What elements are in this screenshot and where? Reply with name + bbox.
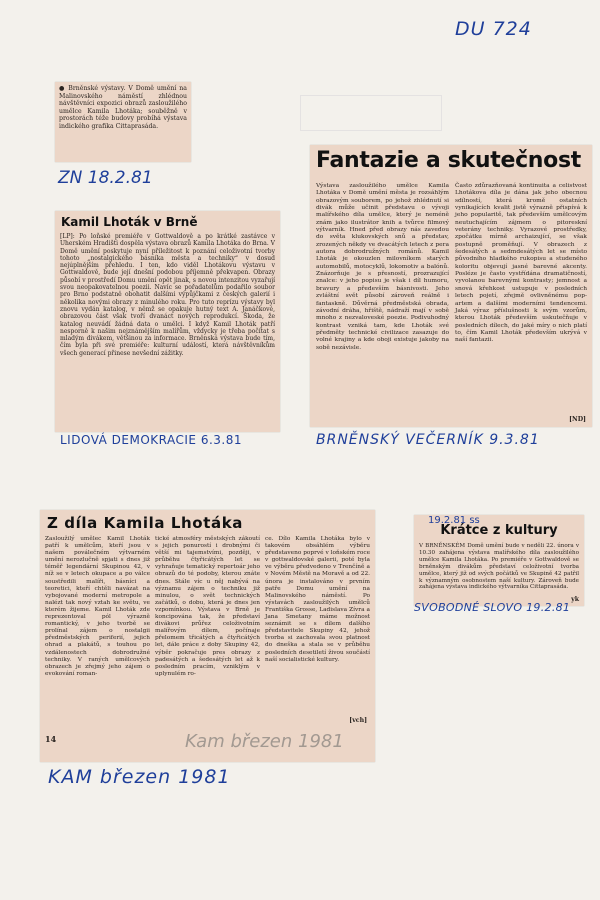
clipping-column-2: Často zdůrazňovaná kontinuita a celistvost Lhotákova díla je dána jak jeho obecnou sdílností, která kromě ostatních vynikajících kvalit jistě výrazně přispívá k jeho popularitě, tak především umělcovým neutuchajícím zájmem o pitoreskní veterány techniky. Vyrazové prostředky, zpočátku mírně archaizující, se však postupně proměňují. V obrazech z šedesátých a sedmdesátých let se místo původního hladkého rukopisu a studeného koloritu objevují jasné barevné akcenty. Posléze je často vystřídána dramatičností, vyvolanou barevnými kontrasty; jemnost a snová křehkost ustupuje v posledních letech pojetí, zřejmě ovlivněnému pop-artem a dalšími moderními tendencemi. Jaká výraz příslušnosti k svým vzorům, kterou Lhoták především uskutečňuje v posledních dílech, do jaké míry o nich platí to, čím Kamil Lhoták především ukrývá v naší fantazii. bbox=[455, 183, 587, 344]
pencil-note: Kam březen 1981 bbox=[185, 731, 344, 752]
clipping-brnenske-vystavy bbox=[55, 82, 191, 162]
clipping-text: ● Brněnské výstavy. V Domě umění na Malinovského náměstí zhlédnou návštěvníci expozici obrazů zasloužilého umělce Kamila Lhotáka; souběžně v prostorách téže budovy probíhá výstava indického grafika Cittaprasáda. bbox=[59, 85, 187, 130]
page-number: 14 bbox=[45, 734, 57, 745]
clipping-column-2: tické atmosféry městských zákoutí s jejich ponurostí i drobnými či větší mi tajemstvími, později, v průběhu čtyřicátých let se vyhraňuje tematický repertoár jeho obrazů do té podoby, kterou znáte dnes. Stále víc u něj nabývá na významu zájem o techniku již minulou, o svět technických začátků, o dobu, která je dnes jen vzpomínkou. Výstava v Brně je koncipována tak, že představí divákovi průřez celoživotním malířovým dílem, počínaje přelomem třicátých a čtyřicátých let, dále práce z doby Skupiny 42, výběr pokračuje pres obrazy z padesátých a šedesátých let až k posledním pracím, vzniklým v uplynulém ro- bbox=[155, 536, 260, 677]
clipping-title: Fantazie a skutečnost bbox=[316, 148, 581, 173]
clipping-column-1: Zasloužilý umělec Kamil Lhoták patří k umělcům, kteří jsou v našem poválečném výtvarném umění nerozlučně spjati s dnes již téměř legendární Skupinou 42, v níž se v letech okupace a po válce soustředili malíři, básníci a teoretici, kteří chtěli navázat na vybojované moderní metropole a nalézt tak nový vztah ke světu, ve kterém žijeme. Kamil Lhoták zde reprezentoval pól výrazně romantický, v jeho tvorbě se prolínal zájem o nostalgii předměstských periferií, jejich ohrad a plakátů, s touhou po vzdálenostech dobrodružné techniky. V raných umělcových obrazech je zřejmý jeho zájem o evokování roman- bbox=[45, 536, 150, 677]
clipping-initials: yk bbox=[571, 596, 579, 604]
clipping-title: Z díla Kamila Lhotáka bbox=[47, 514, 243, 532]
clipping-date-note: 19.2.81 ss bbox=[428, 515, 480, 526]
source-note-zn: ZN 18.2.81 bbox=[58, 168, 153, 188]
clipping-kamil-lhotak-v-brne bbox=[55, 211, 280, 432]
archive-number: DU 724 bbox=[455, 18, 532, 40]
source-note-kam: KAM březen 1981 bbox=[48, 766, 231, 788]
clipping-fantazie-a-skutecnost bbox=[310, 145, 592, 427]
source-note-svobodne-slovo: SVOBODNÉ SLOVO 19.2.81 bbox=[414, 601, 571, 614]
clipping-kratce-z-kultury bbox=[414, 515, 584, 606]
clipping-initials: [ND] bbox=[569, 416, 586, 424]
clipping-initials: [vch] bbox=[349, 717, 367, 724]
source-note-brnensky-vecernik: BRNĚNSKÝ VEČERNÍK 9.3.81 bbox=[316, 432, 540, 448]
clipping-z-dila-kamila-lhotaka bbox=[40, 510, 375, 762]
clipping-title: Kamil Lhoták v Brně bbox=[61, 215, 198, 229]
clipping-text: [LP]: Po loňské premiéře v Gottwaldově a po krátké zastávce v Uherském Hradišti dospěla výstava obrazů Kamila Lhotáka do Brna. V Domě umění poskytuje nyní příležitost k poznání celoživotní tvorby tohoto „nostalgického básníka města a techniky“ v dosud nejúplnějším přehledu. I ten, kdo viděl Lhotákovu výstavu v Gottwaldově, bude její dnešní podobou příjemně překvapen. Obrazy působí v prostředí Domu umění opět jinak, s novou intenzitou vyzařují svou neopakovatelnou poezii. Navíc se pořadatelům podařilo soubor pro Brno podstatně obohatit dalšími výpůjčkami z českých galerií i několika novými obrazy z minulého roku. Pro tuto reprízu výstavy byl znovu vydán katalog, v němž se opakuje hutný text A. Janáčkové, obrazovou část však tvoří dvanáct nových reprodukcí. Škoda, že katalog neuvádí žádná data o umělci. I když Kamil Lhoták patří nesporně k našim nejznámějším malířům, vždycky je třeba počítat s mladým divákem, většinou za informace. Brněnská výstava bude tím, čím byla při své premiéře: kulturní událostí, která návštěvníkům všech generací přinese nevšední zážitky. bbox=[60, 233, 275, 357]
clipping-column-3: ce. Dílo Kamila Lhotáka bylo v takovém obsáhlém výběru představeno poprvé v loňském roce v gottwaldovské galerii, poté byla ve výběru předvedeno v Trenčíně a v Novém Městě na Moravě a od 22. února je instalováno v prvním patře Domu umění na Malinovského náměstí. Po výstavách zasloužilých umělců Františka Grosse, Ladislava Zívra a Jana Smetany máme možnost seznámit se s dílem dalšího představitele Skupiny 42, jehož tvorba si zachovala svou platnost do dneška a stala se v průběhu posledních desetiletí živou součástí naší socialistické kultury. bbox=[265, 536, 370, 663]
clipping-title: Krátce z kultury bbox=[440, 523, 558, 538]
faint-stamp bbox=[300, 95, 442, 131]
clipping-text: V BRNĚNSKÉM Domě umění bude v neděli 22. února v 10.30 zahájena výstava malířského díla zasloužilého umělce Kamila Lhotáka. Po premiéře v Gottwaldově se brněnským divákům představí celoživotní tvorba umělce, který již od svých počátků ve Skupině 42 patřil k významným osobnostem naší kultury. Zároveň bude zahájena výstava indického výtvarníka Cittaprasáda. bbox=[419, 543, 579, 591]
clipping-column-1: Výstava zasloužilého umělce Kamila Lhotáka v Domě umění města je rozsáhlým obrazovým souborem, po jehož zhlédnutí si divák může učinit představu o vývoji malířského díla umělce, který je neméně znám jako ilustrátor knih a tvůrce filmový výtvarník. Hned před obrazy nás zavedou do světa klukovských snů a představ, zrozených někdy ve dvacátých letech z pera autora dobrodružných románů. Kamil Lhoták je okouzlen milovníkem starých automobilů, motocyklů, lokomotiv a balónů. Znázorňuje je s přesností, prozrazující znalce: v jeho popisu je však i díl humoru, bravury a především básnivosti. Jeho zvláštní svět působí zároveň reálně i fantaskně. Důvěrná předměstská obrada, závodní dráha, hřiště, nádraží mají v sobě mnoho z nezvaloveské poezie. Podivuhodný kontrast vzniká tam, kde Lhoták své předměty technické civilizace zasazuje do volné krajiny a kde oboji existuje jakoby na sobě nezávisle. bbox=[316, 183, 449, 351]
source-note-lidova-demokracie: LIDOVÁ DEMOKRACIE 6.3.81 bbox=[60, 433, 242, 447]
